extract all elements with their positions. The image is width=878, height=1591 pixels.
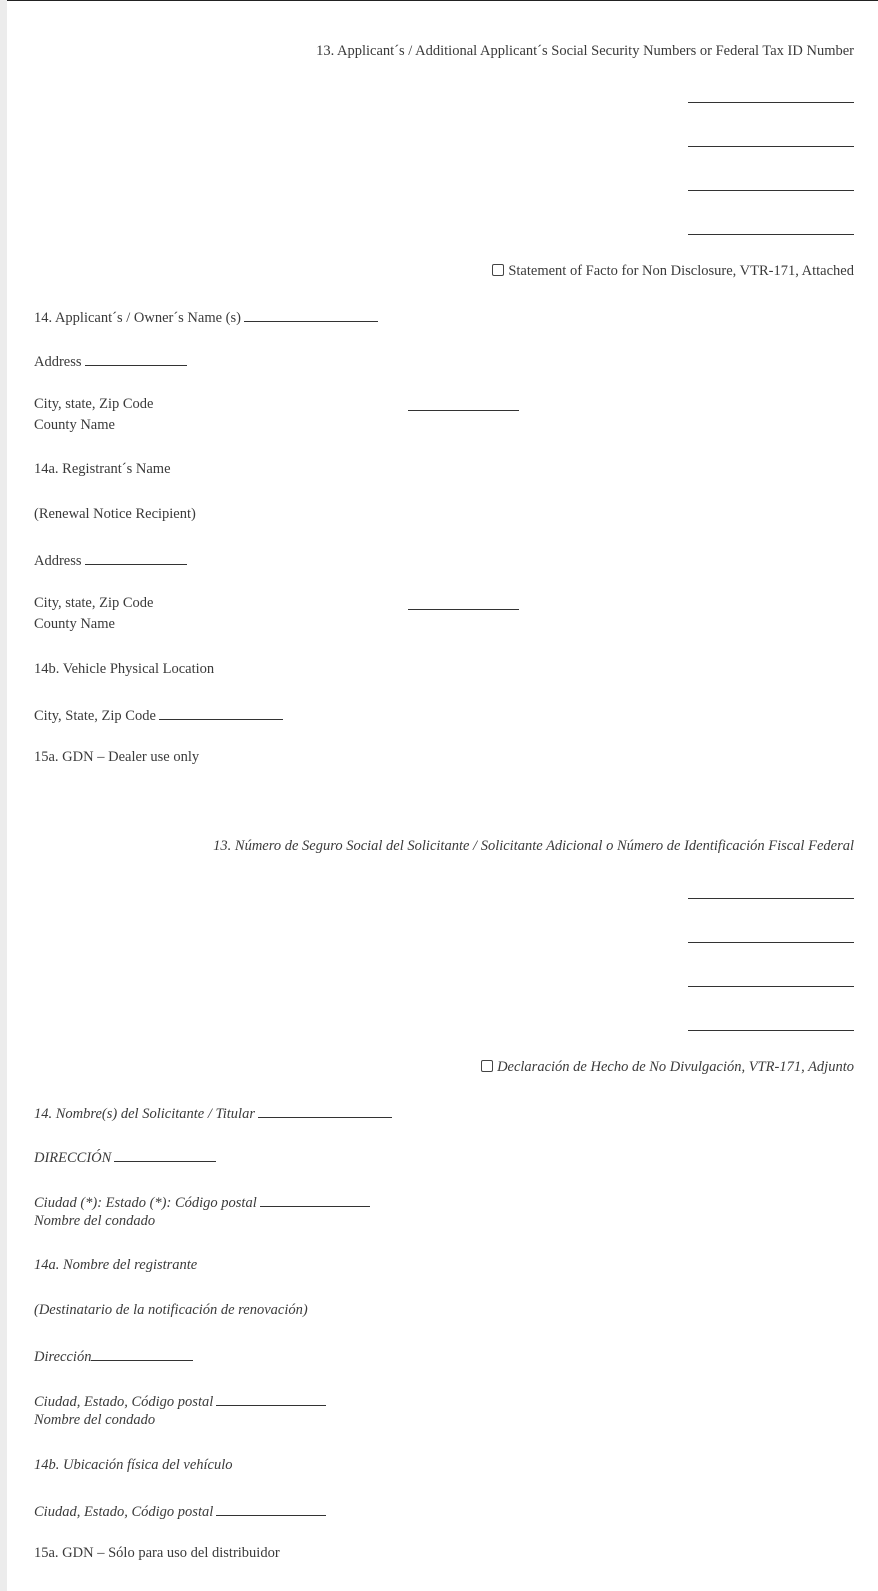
renewal-row-es	[34, 1302, 308, 1319]
ssn-heading-es: 13. Número de Seguro Social del Solicitante / Solicitante Adicional o Número de Identificación Fiscal Federal	[213, 838, 854, 854]
spanish-section	[34, 797, 854, 1591]
address-field[interactable]	[85, 351, 187, 366]
owner-name-label-es: 14. Nombre(s) del Solicitante / Titular	[34, 1106, 255, 1122]
address-row	[34, 351, 187, 371]
city-state-zip2-row-es	[34, 1391, 326, 1411]
nondisclosure-option[interactable]	[492, 263, 854, 280]
nondisclosure-label-es: Declaración de Hecho de No Divulgación, VTR-171, Adjunto	[497, 1059, 854, 1075]
city-state-zip2-label: City, state, Zip Code	[34, 595, 154, 611]
county2-row	[34, 616, 115, 633]
gdn-label: 15a. GDN – Dealer use only	[34, 749, 200, 765]
registrant-name-row-es	[34, 1257, 197, 1274]
checkbox-icon[interactable]	[481, 1060, 493, 1072]
address2-row-es	[34, 1346, 193, 1366]
county-row	[34, 417, 115, 434]
address2-row	[34, 550, 187, 570]
ssn-field-2[interactable]	[688, 145, 854, 147]
address-label: Address	[34, 354, 82, 370]
owner-name-row-es	[34, 1103, 392, 1123]
address-field-es[interactable]	[114, 1147, 216, 1162]
renewal-label: (Renewal Notice Recipient)	[34, 506, 196, 522]
ssn-field-4[interactable]	[688, 233, 854, 235]
county-row-es	[34, 1213, 155, 1230]
vehicle-city-field-es[interactable]	[216, 1501, 326, 1516]
city-state-zip2-label-es: Ciudad, Estado, Código postal	[34, 1394, 214, 1410]
address2-field-es[interactable]	[91, 1346, 193, 1361]
county-label: County Name	[34, 417, 115, 433]
address-row-es	[34, 1147, 216, 1167]
city-state-zip-label-es: Ciudad (*): Estado (*): Código postal	[34, 1195, 257, 1211]
renewal-label-es: (Destinatario de la notificación de renovación)	[34, 1302, 308, 1318]
ssn-field-es-4[interactable]	[688, 1029, 854, 1031]
gdn-row-es	[34, 1545, 280, 1562]
city-state-zip-field-es[interactable]	[260, 1192, 370, 1207]
county-label-es: Nombre del condado	[34, 1213, 156, 1229]
address2-label-es: Dirección	[34, 1349, 92, 1365]
form-page	[7, 0, 878, 1591]
city-state-zip2-row	[34, 595, 153, 612]
english-section	[34, 1, 854, 781]
gdn-row	[34, 749, 199, 766]
vehicle-city-label-es: Ciudad, Estado, Código postal	[34, 1504, 214, 1520]
county2-label: County Name	[34, 616, 115, 632]
nondisclosure-option-es[interactable]	[481, 1059, 854, 1076]
owner-name-field[interactable]	[244, 307, 378, 322]
nondisclosure-label: Statement of Facto for Non Disclosure, VTR-171, Attached	[508, 263, 854, 279]
address2-label: Address	[34, 553, 82, 569]
vehicle-location-label: 14b. Vehicle Physical Location	[34, 661, 215, 677]
vehicle-location-label-es: 14b. Ubicación física del vehículo	[34, 1457, 233, 1473]
registrant-name-label-es: 14a. Nombre del registrante	[34, 1257, 198, 1273]
address2-field[interactable]	[85, 550, 187, 565]
owner-name-field-es[interactable]	[258, 1103, 392, 1118]
ssn-heading: 13. Applicant´s / Additional Applicant´s Social Security Numbers or Federal Tax ID Number	[316, 43, 854, 59]
ssn-field-es-3[interactable]	[688, 985, 854, 987]
vehicle-city-label: City, State, Zip Code	[34, 708, 156, 724]
vehicle-city-field[interactable]	[159, 705, 283, 720]
registrant-name-row	[34, 461, 171, 478]
vehicle-location-row-es	[34, 1457, 233, 1474]
county2-row-es	[34, 1412, 155, 1429]
county2-label-es: Nombre del condado	[34, 1412, 156, 1428]
city-state-zip2-field[interactable]	[408, 608, 519, 610]
owner-name-label: 14. Applicant´s / Owner´s Name (s)	[34, 310, 241, 326]
ssn-field-1[interactable]	[688, 101, 854, 103]
city-state-zip2-field-es[interactable]	[216, 1391, 326, 1406]
ssn-field-es-2[interactable]	[688, 941, 854, 943]
address-label-es: DIRECCIÓN	[34, 1150, 112, 1166]
gdn-label-es: 15a. GDN – Sólo para uso del distribuidor	[34, 1545, 280, 1561]
city-state-zip-field[interactable]	[408, 409, 519, 411]
vehicle-city-row	[34, 705, 283, 725]
registrant-name-label: 14a. Registrant´s Name	[34, 461, 171, 477]
ssn-field-es-1[interactable]	[688, 897, 854, 899]
owner-name-row	[34, 307, 378, 327]
renewal-row	[34, 506, 196, 523]
city-state-zip-row	[34, 396, 153, 413]
vehicle-city-row-es	[34, 1501, 326, 1521]
checkbox-icon[interactable]	[492, 264, 504, 276]
city-state-zip-row-es	[34, 1192, 370, 1212]
city-state-zip-label: City, state, Zip Code	[34, 396, 154, 412]
vehicle-location-row	[34, 661, 214, 678]
ssn-field-3[interactable]	[688, 189, 854, 191]
